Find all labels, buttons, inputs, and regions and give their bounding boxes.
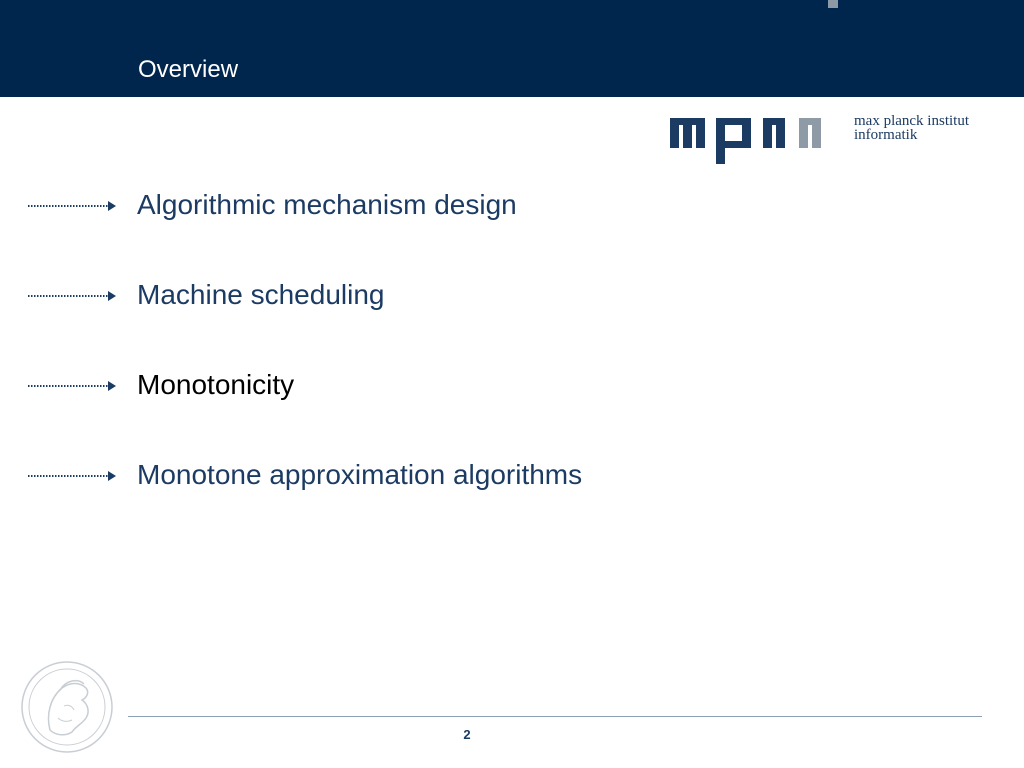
agenda-item — [0, 456, 1024, 496]
agenda-item-label: Algorithmic mechanism design — [137, 189, 517, 220]
logo-text-line2: informatik — [854, 127, 918, 143]
agenda-item — [0, 276, 1024, 316]
logo-text-line1: max planck institut — [854, 113, 969, 129]
minerva-seal-icon — [20, 660, 114, 754]
mpii-logo — [668, 108, 988, 168]
footer-divider — [128, 716, 982, 717]
agenda-item-label: Machine scheduling — [137, 279, 385, 310]
slide-title: Overview — [138, 56, 239, 83]
dotted-arrow-icon — [26, 469, 118, 483]
header-bar — [0, 0, 1024, 97]
header-accent-mark — [828, 0, 838, 8]
page-number: 2 — [463, 727, 471, 742]
dotted-arrow-icon — [26, 289, 118, 303]
agenda-item-label: Monotonicity — [137, 369, 295, 400]
dotted-arrow-icon — [26, 199, 118, 213]
dotted-arrow-icon — [26, 379, 118, 393]
agenda-item-label: Monotone approximation algorithms — [137, 459, 583, 490]
mpii-logo-mark — [668, 108, 848, 168]
agenda-item — [0, 186, 1024, 226]
agenda-item-current — [0, 366, 1024, 406]
